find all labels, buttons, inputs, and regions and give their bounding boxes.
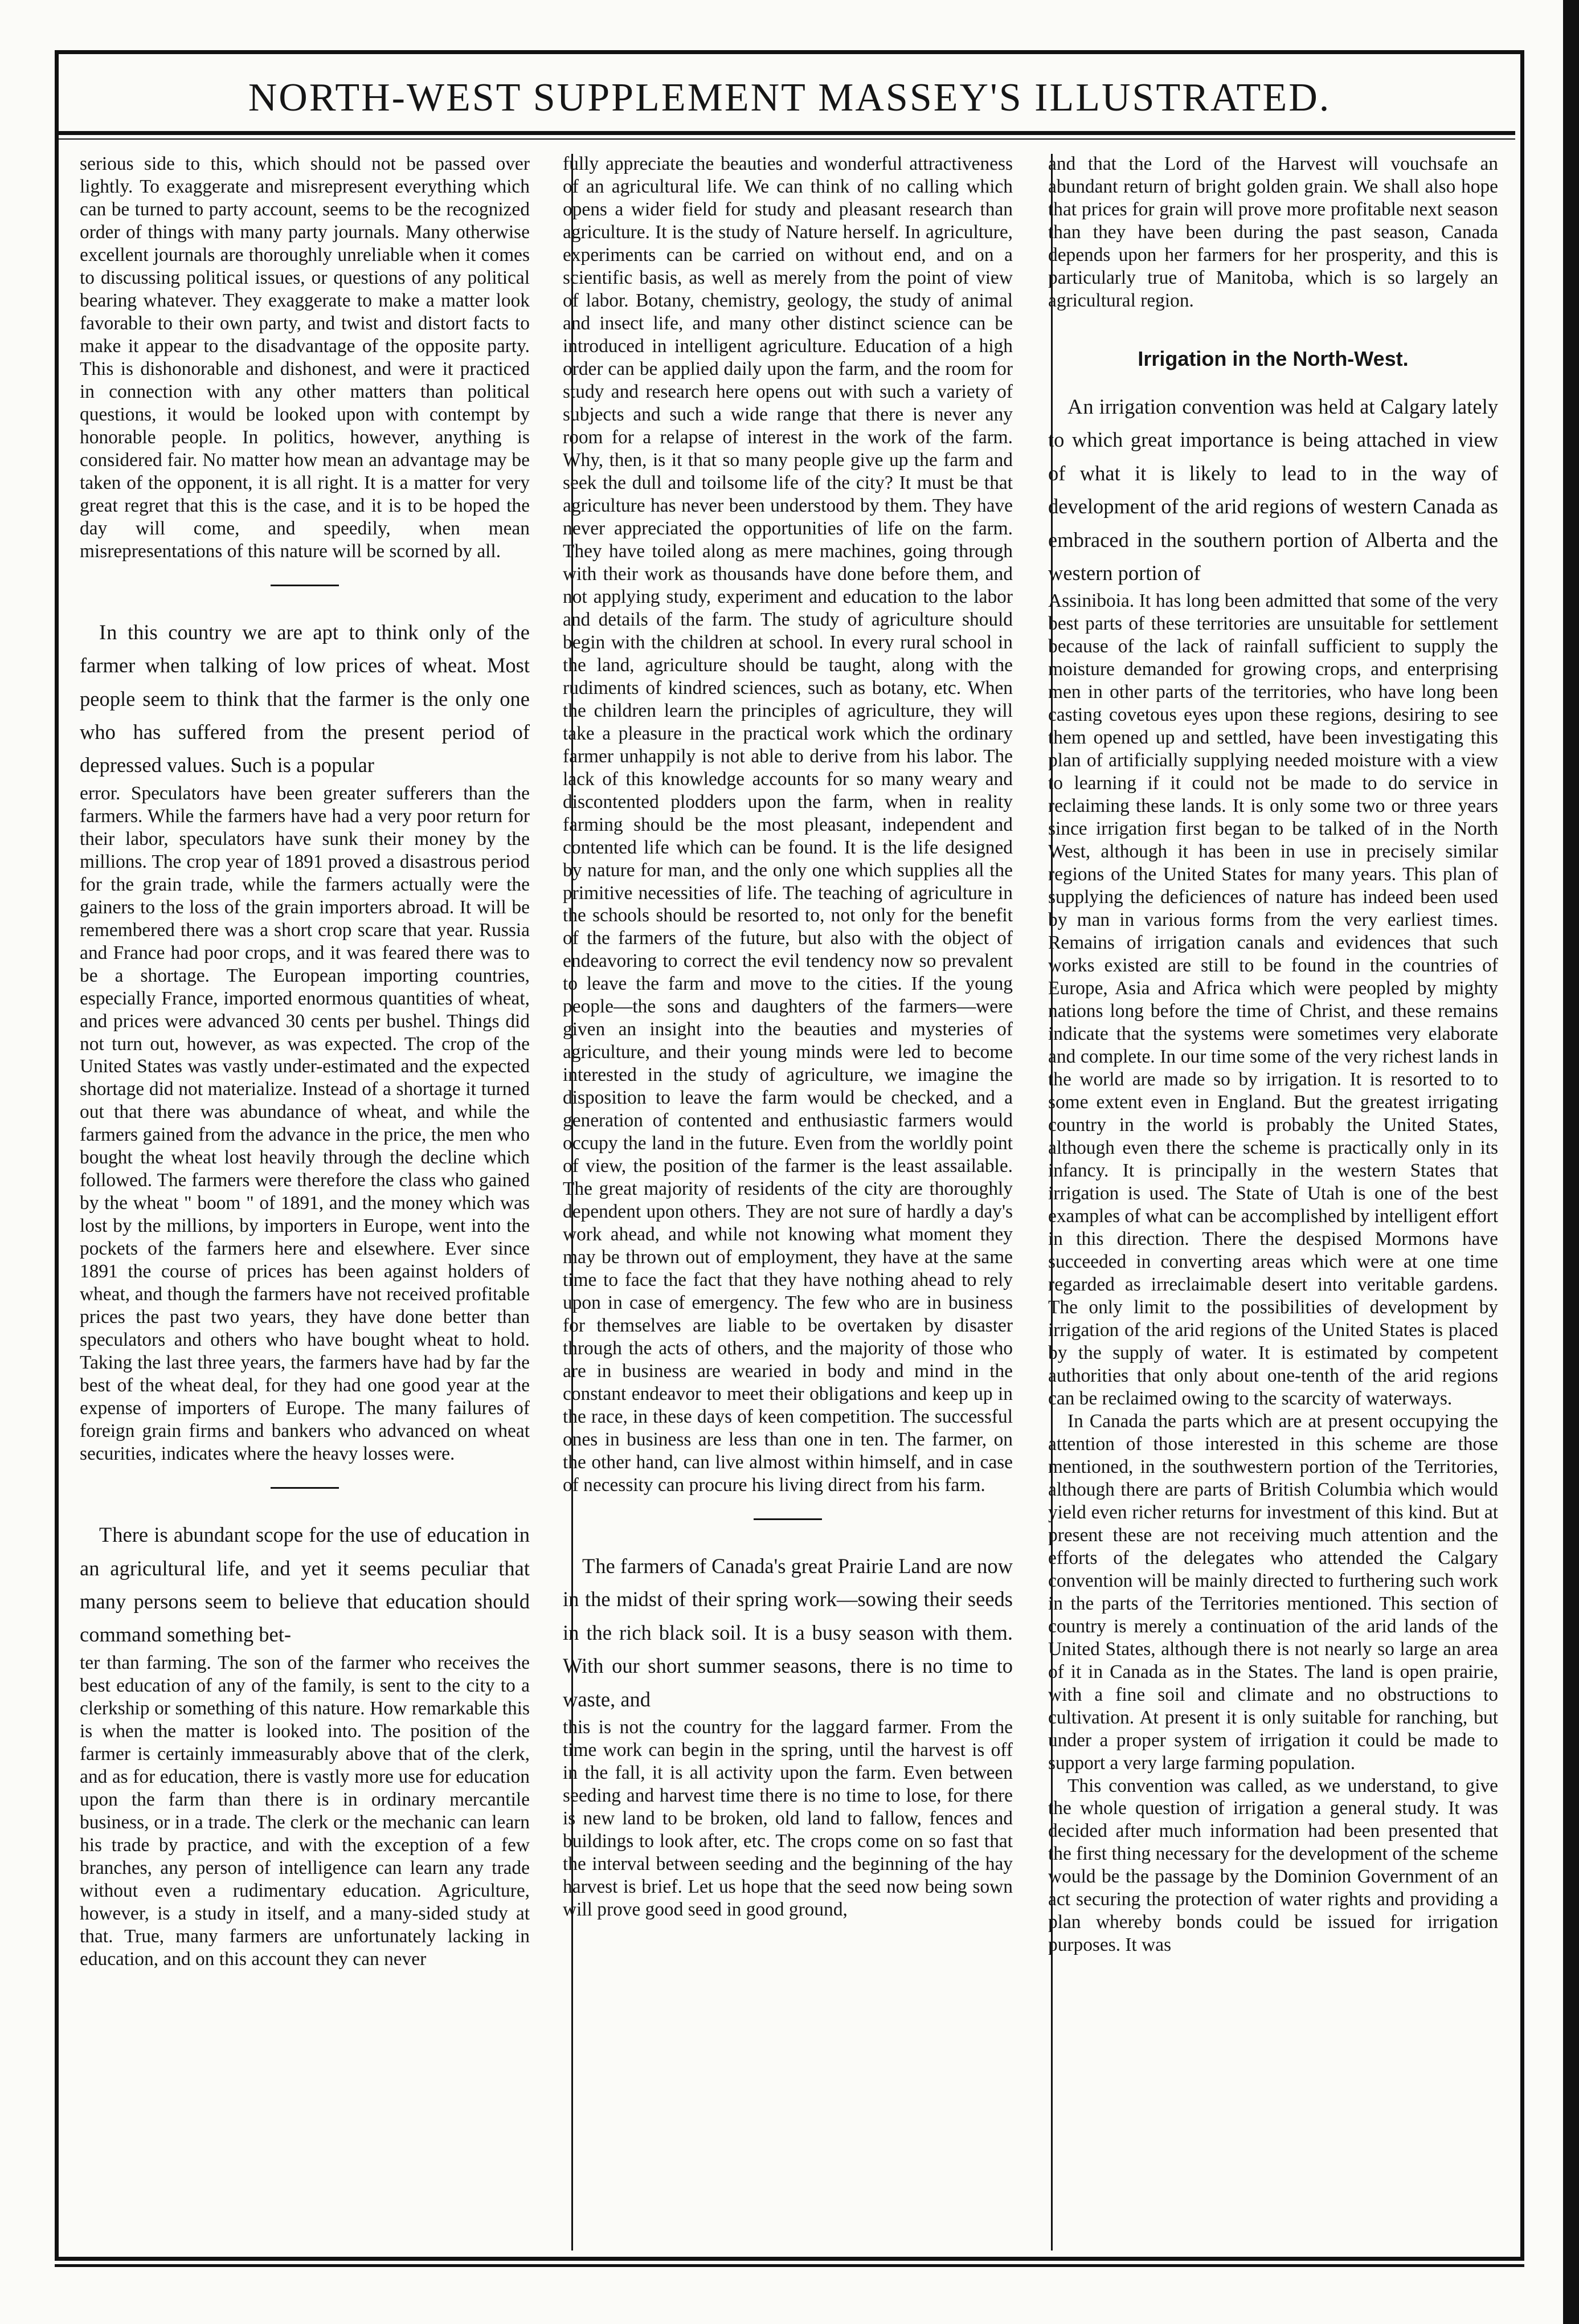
paragraph: ter than farming. The son of the farmer who receives the best education of any of the family, is sent to the city to a clerkship or something of this nature. How remarkable this is when the matter is looked into. The position of the farmer is certainly immeasurably above that of the clerk, and as for education, there is vastly more use for education upon the farm than there is in ordinary mercantile business, or in a trade. The clerk or the mechanic can learn his trade by practice, and with the exception of a few branches, any person of intelligence can learn any trade without even a rudimentary education. Agriculture, however, is a study in itself, and a many-sided study at that. True, many farmers are unfortunately lacking in education, and on this account they can never [80,1652,530,1970]
section-separator [271,1487,339,1489]
paragraph-lead: The farmers of Canada's great Prairie Land are now in the midst of their spring work—sowing their seeds in the rich black soil. It is a busy season with them. With our short summer seasons, there is no time to waste, and [563,1554,1013,1711]
paragraph: this is not the country for the laggard farmer. From the time work can begin in the spring, until the harvest is off in the fall, it is all activity upon the farm. Even between seeding and harvest time there is no time to lose, for there is new land to be broken, old land to fallow, fences and buildings to look after, etc. The crops come on so fast that the interval between seeding and the beginning of the hay harvest is brief. Let us hope that the seed now being sown will prove good seed in good ground, [563,1717,1013,1920]
paragraph: error. Speculators have been greater sufferers than the farmers. While the farmers have had a very poor return for their labor, speculators have sunk their money by the millions. The crop year of 1891 proved a disastrous period for the grain trade, while the farmers actually were the gainers to the loss of the grain importers abroad. It will be remembered there was a short crop scare that year. Russia and France had poor crops, and it was feared there was to be a shortage. The European importing countries, especially France, imported enormous quantities of wheat, and prices were advanced 30 cents per bushel. Things did not turn out, however, as was expected. The crop of the United States was vastly under-estimated and the expected shortage did not materialize. Instead of a shortage it turned out that there was abundance of wheat, and while the farmers gained from the advance in the price, the men who bought the wheat lost heavily through the decline which followed. The farmers were therefore the class who gained by the wheat " boom " of 1891, and the money which was lost by the millions, by importers in Europe, went into the pockets of the farmers here and elsewhere. Ever since 1891 the course of prices has been against holders of wheat, and though the farmers have not received profitable prices the past two years, they have done better than speculators and others who have bought wheat to hold. Taking the last three years, the farmers have had by far the best of the wheat deal, for they had one good year at the expense of importers of Europe. The many failures of foreign grain firms and bankers who advanced on wheat securities, indicates where the heavy losses were. [80,782,530,1465]
section-separator [754,1518,822,1520]
paragraph: This convention was called, as we understand, to give the whole question of irrigation a general study. It was decided after much information had been presented that the first thing necessary for the development of the scheme would be the passage by the Dominion Government of an act securing the protection of water rights and providing a plan whereby bonds could be issued for irrigation purposes. It was [1048,1775,1498,1956]
column-2 [563,153,1013,2255]
paragraph: fully appreciate the beauties and wonderful attractiveness of an agricultural life. We can think of no calling which opens a wider field for study and pleasant research than agriculture. It is the study of Nature herself. In agriculture, experiments can be carried on without end, and on a scientific basis, as well as merely from the point of view of labor. Botany, chemistry, geology, the study of animal and insect life, and many other distinct science can be introduced in intelligent agriculture. Education of a high order can be applied daily upon the farm, and the room for study and research here opens out with such a variety of subjects and such a wide range that there is never any room for a relapse of interest in the work of the farm. Why, then, is it that so many people give up the farm and seek the dull and toilsome life of the city? It must be that agriculture has never been understood by them. They have never appreciated the opportunities of life on the farm. They have toiled along as mere machines, going through with their work as thousands have done before them, and not applying study, experiment and education to the labor and details of the farm. The study of agriculture should begin with the children at school. In every rural school in the land, agriculture should be taught, along with the rudiments of kindred sciences, such as botany, etc. When the children learn the principles of agriculture, they will take a pleasure in the practical work which the ordinary farmer unhappily is not able to derive from his labor. The lack of this knowledge accounts for so many weary and discontented plodders upon the farm, when in reality farming should be the most pleasant, independent and contented life which can be found. It is the life designed by nature for man, and the only one which supplies all the primitive necessities of life. The teaching of agriculture in the schools should be resorted to, not only for the benefit of the farmers of the future, but also with the object of endeavoring to correct the evil tendency now so prevalent to leave the farm and move to the cities. If the young people—the sons and daughters of the farmers—were given an insight into the beauties and mysteries of agriculture, and their young minds were led to become interested in the study of agriculture, we imagine the disposition to leave the farm would be checked, and a generation of contented and enthusiastic farmers would occupy the land in the future. Even from the worldly point of view, the position of the farmer is the least assailable. The great majority of residents of the city are thoroughly dependent upon others. They are not sure of hardly a day's work ahead, and while not knowing what moment they may be thrown out of employment, they have at the same time to face the fact that they have nothing ahead to rely upon in case of emergency. The few who are in business for themselves are liable to be overtaken by disaster through the acts of others, and the majority of those who are in business are wearied in body and mind in the constant endeavor to meet their obligations and keep up in the race, in these days of keen competition. The successful ones in business are less than one in ten. The farmer, on the other hand, can live almost within himself, and in case of necessity can procure his living direct from his farm. [563,153,1013,1496]
page-header [55,50,1524,153]
paragraph-lead: In this country we are apt to think only of the farmer when talking of low prices of wheat. Most people seem to think that the farmer is the only one who has suffered from the present period of depressed values. Such is a popular [80,620,530,777]
paragraph-lead: There is abundant scope for the use of education in an agricultural life, and yet it seems peculiar that many persons seem to believe that education should command something bet- [80,1523,530,1647]
page-edge-bar [1563,0,1579,2324]
section-heading: Irrigation in the North-West. [1138,346,1409,370]
paragraph: serious side to this, which should not be passed over lightly. To exaggerate and misrepresent everything which can be turned to party account, seems to be the recognized order of things with many party journals. Many otherwise excellent journals are thoroughly unreliable when it comes to discussing political issues, or questions of any political bearing whatever. They exaggerate to make a matter look favorable to their own party, and twist and distort facts to make it appear to the disadvantage of the opposite party. This is dishonorable and dishonest, and were it practiced in connection with any other matters than political questions, it would be looked upon with contempt by honorable people. In politics, however, anything is considered fair. No matter how mean an advantage may be taken of the opponent, it is all right. It is a matter for very great regret that this is the case, and it is to be hoped the day will come, and speedily, when mean misrepresentations of this nature will be scorned by all. [80,153,530,562]
article-columns [80,153,1504,2255]
paragraph: In Canada the parts which are at present occupying the attention of those interested in this scheme are those mentioned, in the southwestern portion of the Territories, although there are parts of British Columbia which would yield even richer returns for investment of this kind. But at present these are not receiving much attention and the efforts of the delegates who attended the Calgary convention will be mainly directed to furthering such work in the parts of the Territories mentioned. This section of country is merely a continuation of the arid lands of the United States, although there is not nearly so large an area of it in Canada as in the States. The land is open prairie, with a fine soil and climate and no obstructions to cultivation. At present it is only suitable for ranching, but under a proper system of irrigation it could be made to support a very large farming population. [1048,1410,1498,1774]
header-rule-thick [57,131,1515,135]
section-separator [271,585,339,586]
column-3 [1048,153,1498,2255]
paragraph: Assiniboia. It has long been admitted that some of the very best parts of these territories are unsuitable for settlement because of the lack of rainfall sufficient to supply the moisture demanded for growing crops, and enterprising men in other parts of the territories, who have long been casting covetous eyes upon these regions, desiring to see them opened up and settled, have been investigating this plan of artificially supplying needed moisture with a view to learning if it could not be made to do service in reclaiming these lands. It is only some two or three years since irrigation first began to be talked of in the North West, although it has been in use in precisely similar regions of the United States for many years. This plan of supplying the deficiences of nature has indeed been used by man in various forms from the very earliest times. Remains of irrigation canals and evidences that such works existed are still to be found in the countries of Europe, Asia and Africa which were peopled by mighty nations long before the time of Christ, and these remains indicate that the systems were sometimes very elaborate and complete. In our time some of the very richest lands in the world are made so by irrigation. It is resorted to to some extent even in England. But the greatest irrigating country in the world is probably the United States, although even there the scheme is practically only in its infancy. It is principally in the western States that irrigation is used. The State of Utah is one of the best examples of what can be accomplished by intelligent effort in this direction. There the despised Mormons have succeeded in converting areas which were at one time regarded as irreclaimable desert into veritable gardens. The only limit to the possibilities of development by irrigation of the arid regions of the United States is placed by the supply of water. It is estimated by competent authorities that only about one-tenth of the arid regions can be reclaimed owing to the scarcity of waterways. [1048,590,1498,1409]
paragraph: and that the Lord of the Harvest will vouchsafe an abundant return of bright golden grain. We shall also hope that prices for grain will prove more profitable next season than they have been during the past season, Canada depends upon her farmers for her prosperity, and this is particularly true of Manitoba, which is so largely an agricultural region. [1048,153,1498,311]
footer-rule [55,2264,1524,2267]
paragraph-lead: An irrigation convention was held at Calgary lately to which great importance is being attached in view of what it is likely to lead to in the way of development of the arid regions of western Canada as embraced in the southern portion of Alberta and the western portion of [1048,394,1498,585]
page-title: NORTH-WEST SUPPLEMENT MASSEY'S ILLUSTRATED. [248,76,1331,120]
column-1 [80,153,530,2255]
header-rule-thin [57,138,1515,140]
